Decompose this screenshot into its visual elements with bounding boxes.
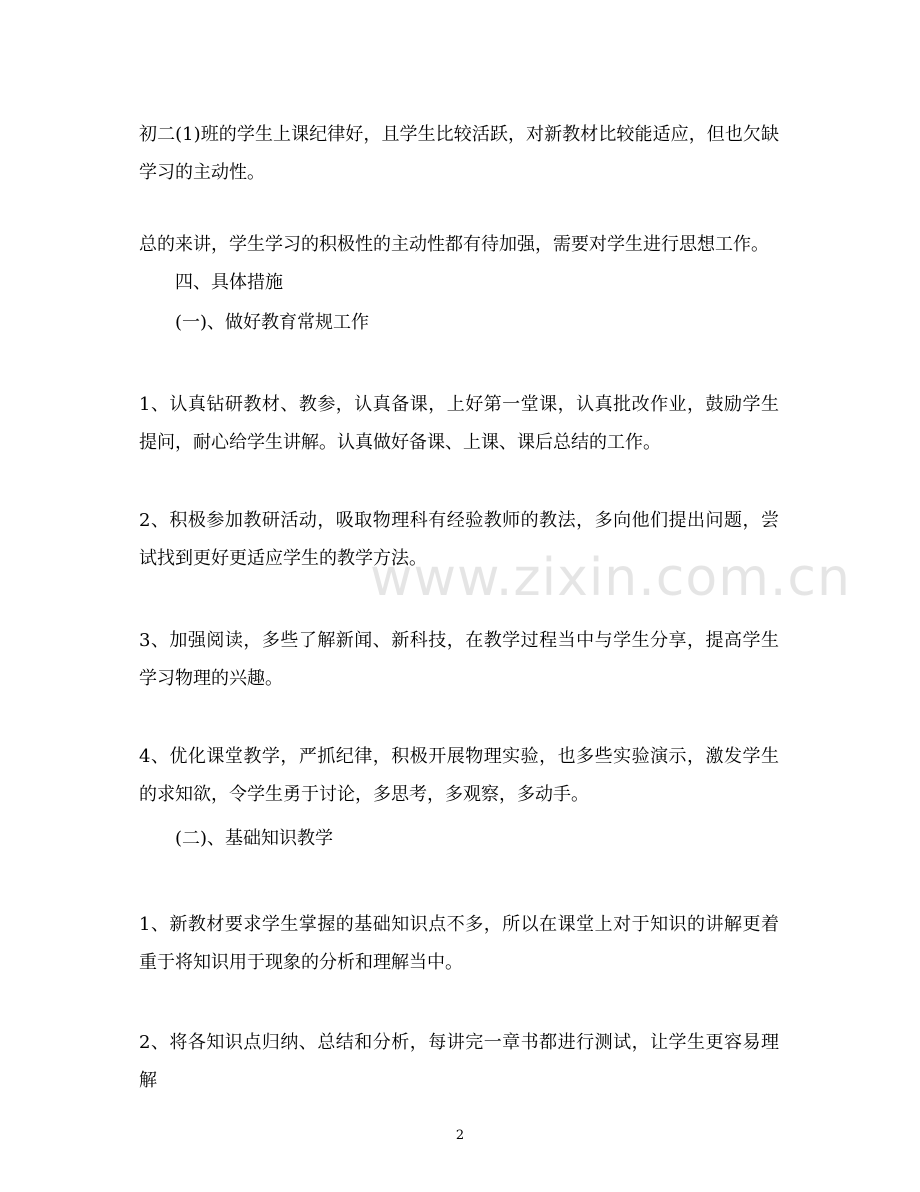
watermark-text: www.zixin.com.cn: [370, 548, 851, 608]
subheading-routine-work: (一)、做好教育常规工作: [175, 312, 370, 333]
paragraph-item-4: 4、优化课堂教学，严抓纪律，积极开展物理实验，也多些实验演示，激发学生的求知欲，令学生勇于讨论，多思考，多观察，多动手。: [139, 746, 779, 805]
paragraph-item-1: 1、认真钻研教材、教参，认真备课，上好第一堂课，认真批改作业，鼓励学生提问，耐心给学生讲解。认真做好备课、上课、课后总结的工作。: [139, 394, 779, 453]
paragraph-class-situation: 初二(1)班的学生上课纪律好，且学生比较活跃，对新教材比较能适应，但也欠缺学习的主动性。: [139, 124, 779, 183]
paragraph-item-2: 2、积极参加教研活动，吸取物理科有经验教师的教法，多向他们提出问题，尝试找到更好更适应学生的教学方法。: [139, 510, 779, 569]
page-number: 2: [455, 1128, 465, 1143]
paragraph-summary: 总的来讲，学生学习的积极性的主动性都有待加强，需要对学生进行思想工作。: [139, 234, 769, 255]
paragraph-knowledge-item-2: 2、将各知识点归纳、总结和分析，每讲完一章书都进行测试，让学生更容易理解: [139, 1032, 779, 1091]
subheading-basic-knowledge: (二)、基础知识教学: [175, 828, 334, 849]
heading-specific-measures: 四、具体措施: [175, 272, 283, 293]
paragraph-item-3: 3、加强阅读，多些了解新闻、新科技，在教学过程当中与学生分享，提高学生学习物理的兴趣。: [139, 630, 779, 689]
paragraph-knowledge-item-1: 1、新教材要求学生掌握的基础知识点不多，所以在课堂上对于知识的讲解更着重于将知识用于现象的分析和理解当中。: [139, 914, 779, 973]
